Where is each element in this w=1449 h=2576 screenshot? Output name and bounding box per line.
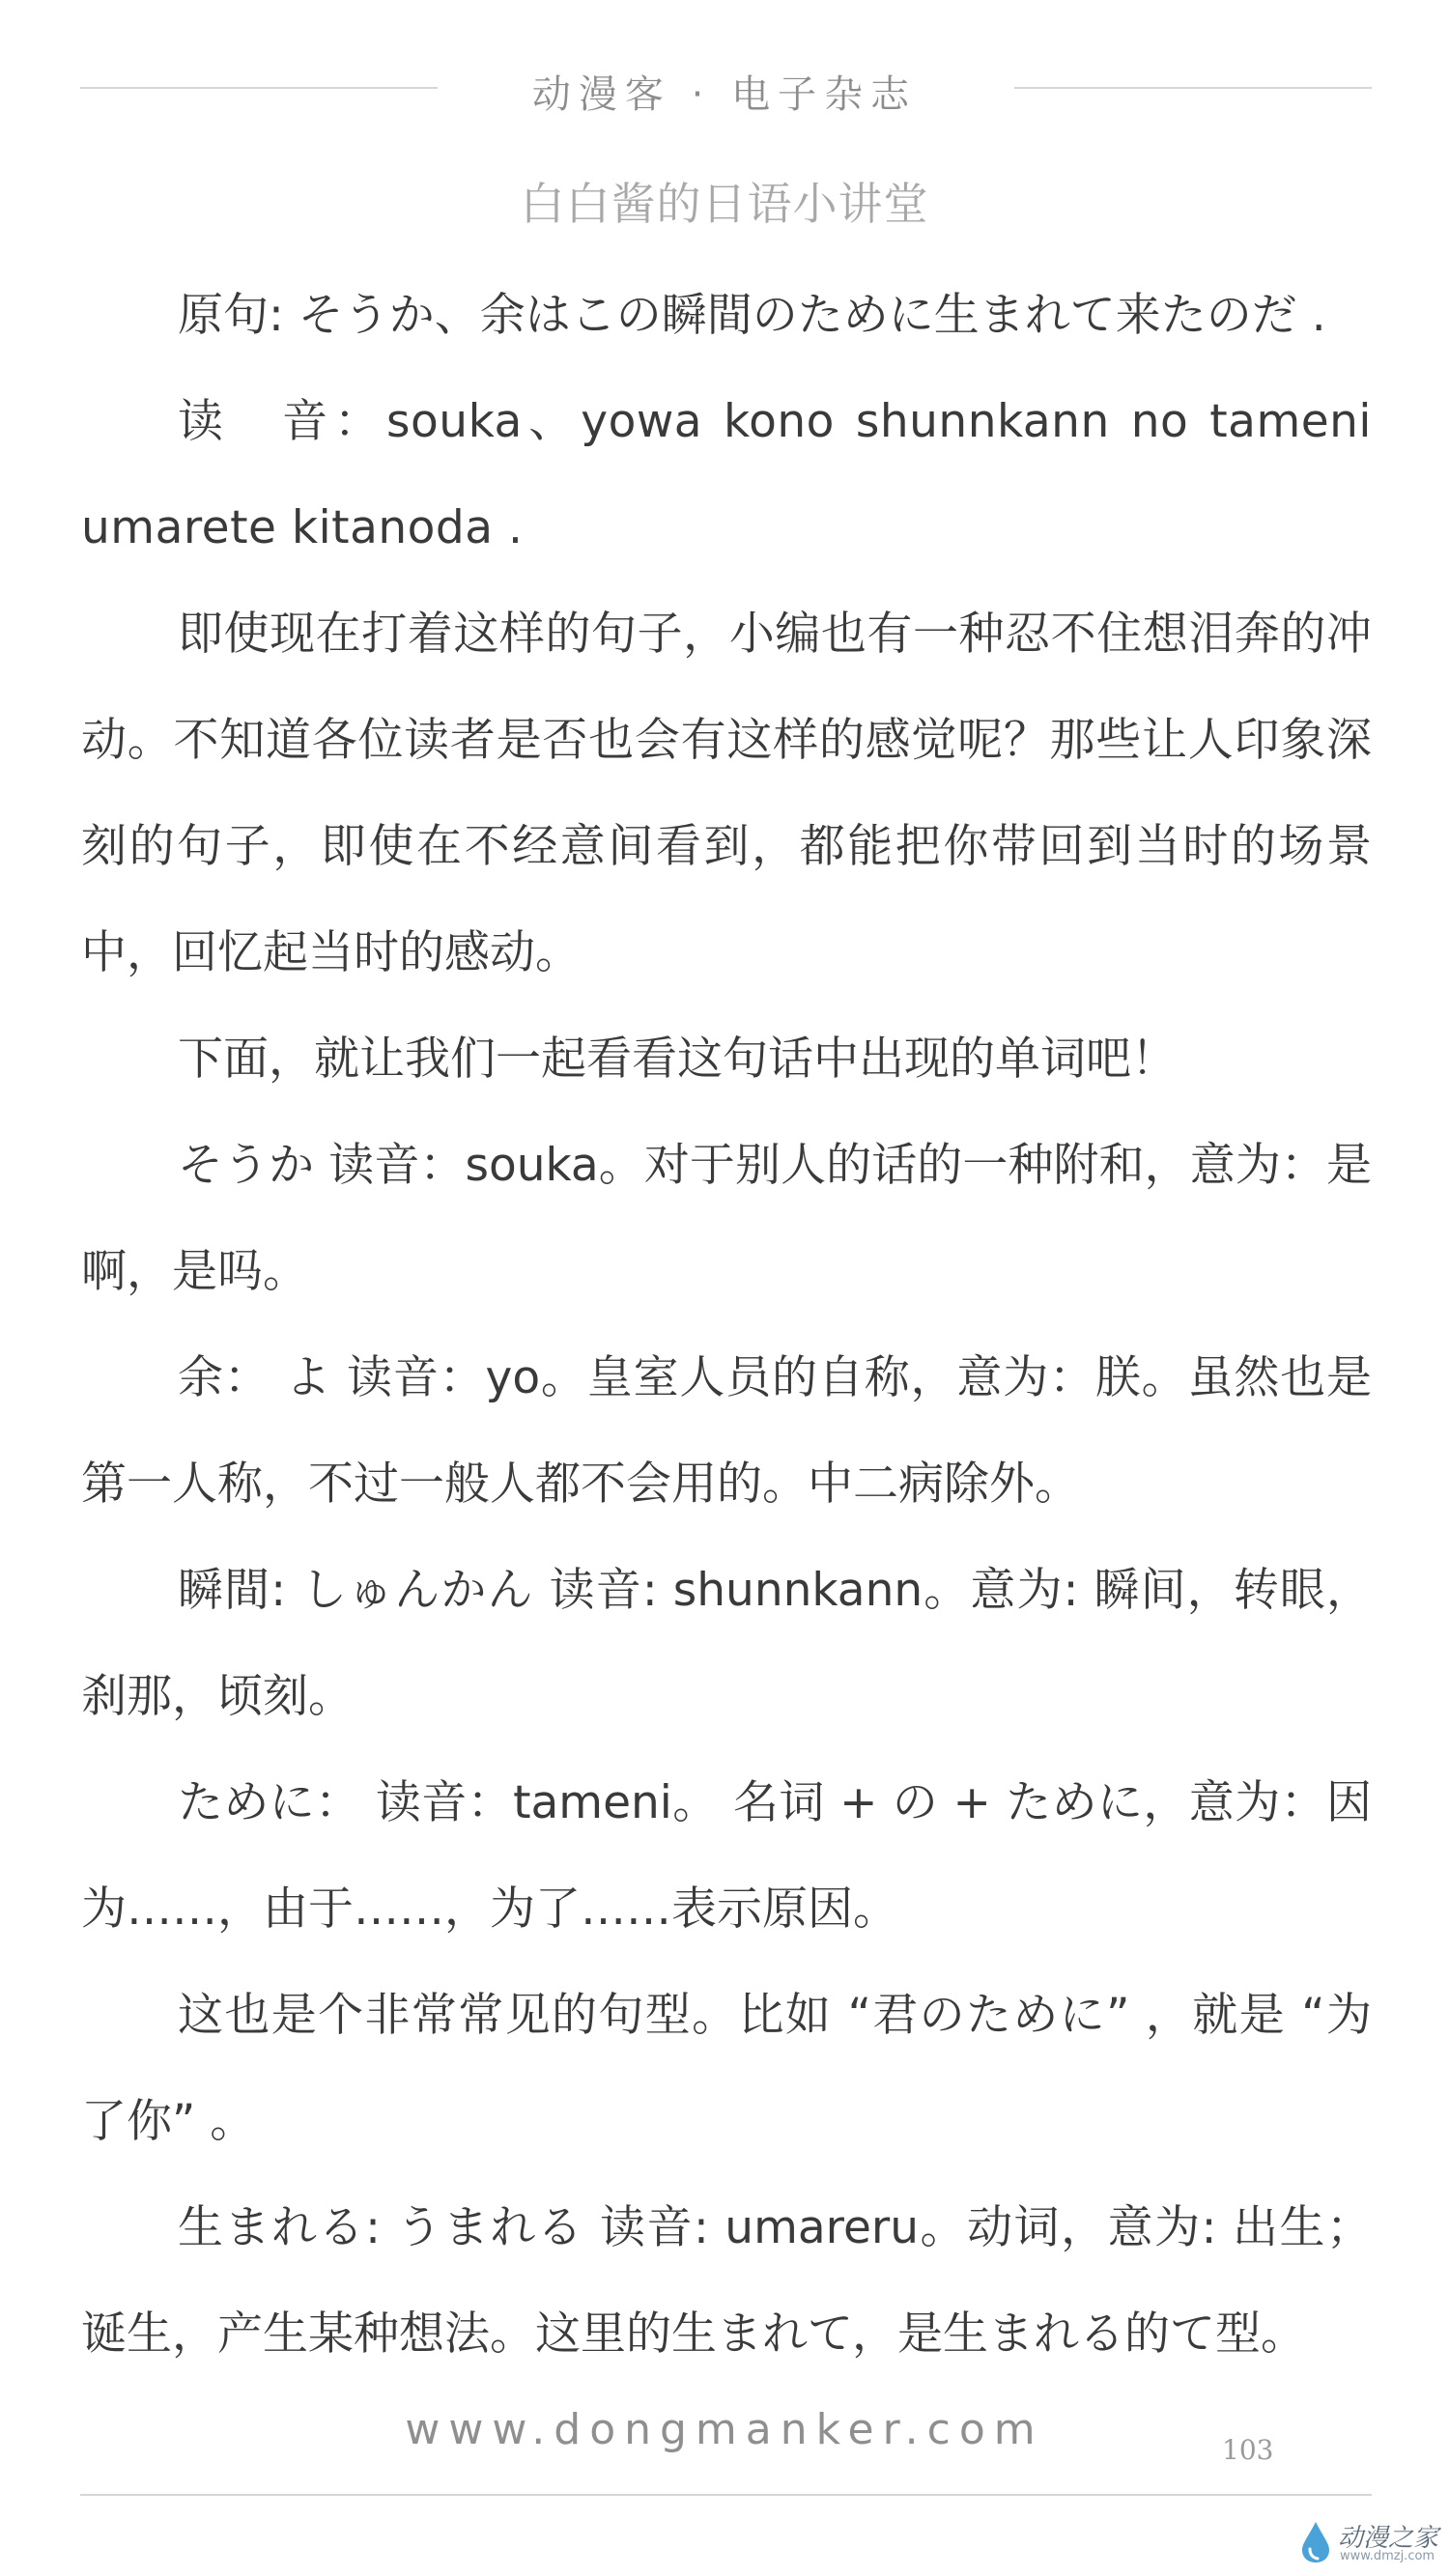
page-number: 103	[1222, 2434, 1274, 2466]
watermark-url: www.dmzj.com	[1340, 2549, 1435, 2563]
paragraph-lead-in: 下面，就让我们一起看看这句话中出现的单词吧！	[178, 1033, 1177, 1086]
droplet-logo-icon	[1299, 2520, 1332, 2564]
paragraph-vocab-souka: そうか 读音：souka。对于别人的话的一种附和，意为：是啊，是吗。	[81, 1139, 1372, 1298]
column-title: 白白酱的日语小讲堂	[520, 178, 929, 230]
paragraph-vocab-tameni: ために： 读音：tameni。 名词 + の + ために，意为：因为……，由于……，为了……表示原因。	[81, 1776, 1372, 1936]
footer-website: www.dongmanker.com	[405, 2405, 1044, 2454]
paragraph-vocab-umareru: 生まれる: うまれる 读音: umareru。动词，意为: 出生；诞生，产生某种想法。这里的生まれて，是生まれる的て型。	[81, 2201, 1372, 2361]
site-watermark	[1299, 2516, 1444, 2569]
watermark-name: 动漫之家	[1338, 2524, 1439, 2553]
footer-rule	[80, 2494, 1372, 2496]
paragraph-vocab-shunkan: 瞬間: しゅんかん 读音: shunnkann。意为: 瞬间，转眼，刹那，顷刻。	[81, 1564, 1372, 1723]
paragraph-original-sentence: 原句: そうか、余はこの瞬間のために生まれて来たのだ .	[178, 289, 1326, 342]
page-header	[0, 0, 1449, 251]
paragraph-reading: 读 音：souka、yowa kono shunnkann no tameni umarete kitanoda .	[81, 395, 1372, 554]
paragraph-intro: 即使现在打着这样的句子，小编也有一种忍不住想泪奔的冲动。不知道各位读者是否也会有这样的感觉呢？那些让人印象深刻的句子，即使在不经意间看到，都能把你带回到当时的场景中，回忆起当时的感动。	[81, 608, 1372, 979]
magazine-title: 动漫客 · 电子杂志	[531, 72, 918, 117]
header-rule-right	[1014, 87, 1372, 89]
article-body	[81, 263, 1372, 2388]
paragraph-vocab-yo: 余： よ 读音：yo。皇室人员的自称，意为：朕。虽然也是第一人称，不过一般人都不会用的。中二病除外。	[81, 1351, 1372, 1511]
paragraph-example: 这也是个非常常见的句型。比如 “君のために” ，就是 “为了你” 。	[81, 1989, 1372, 2148]
